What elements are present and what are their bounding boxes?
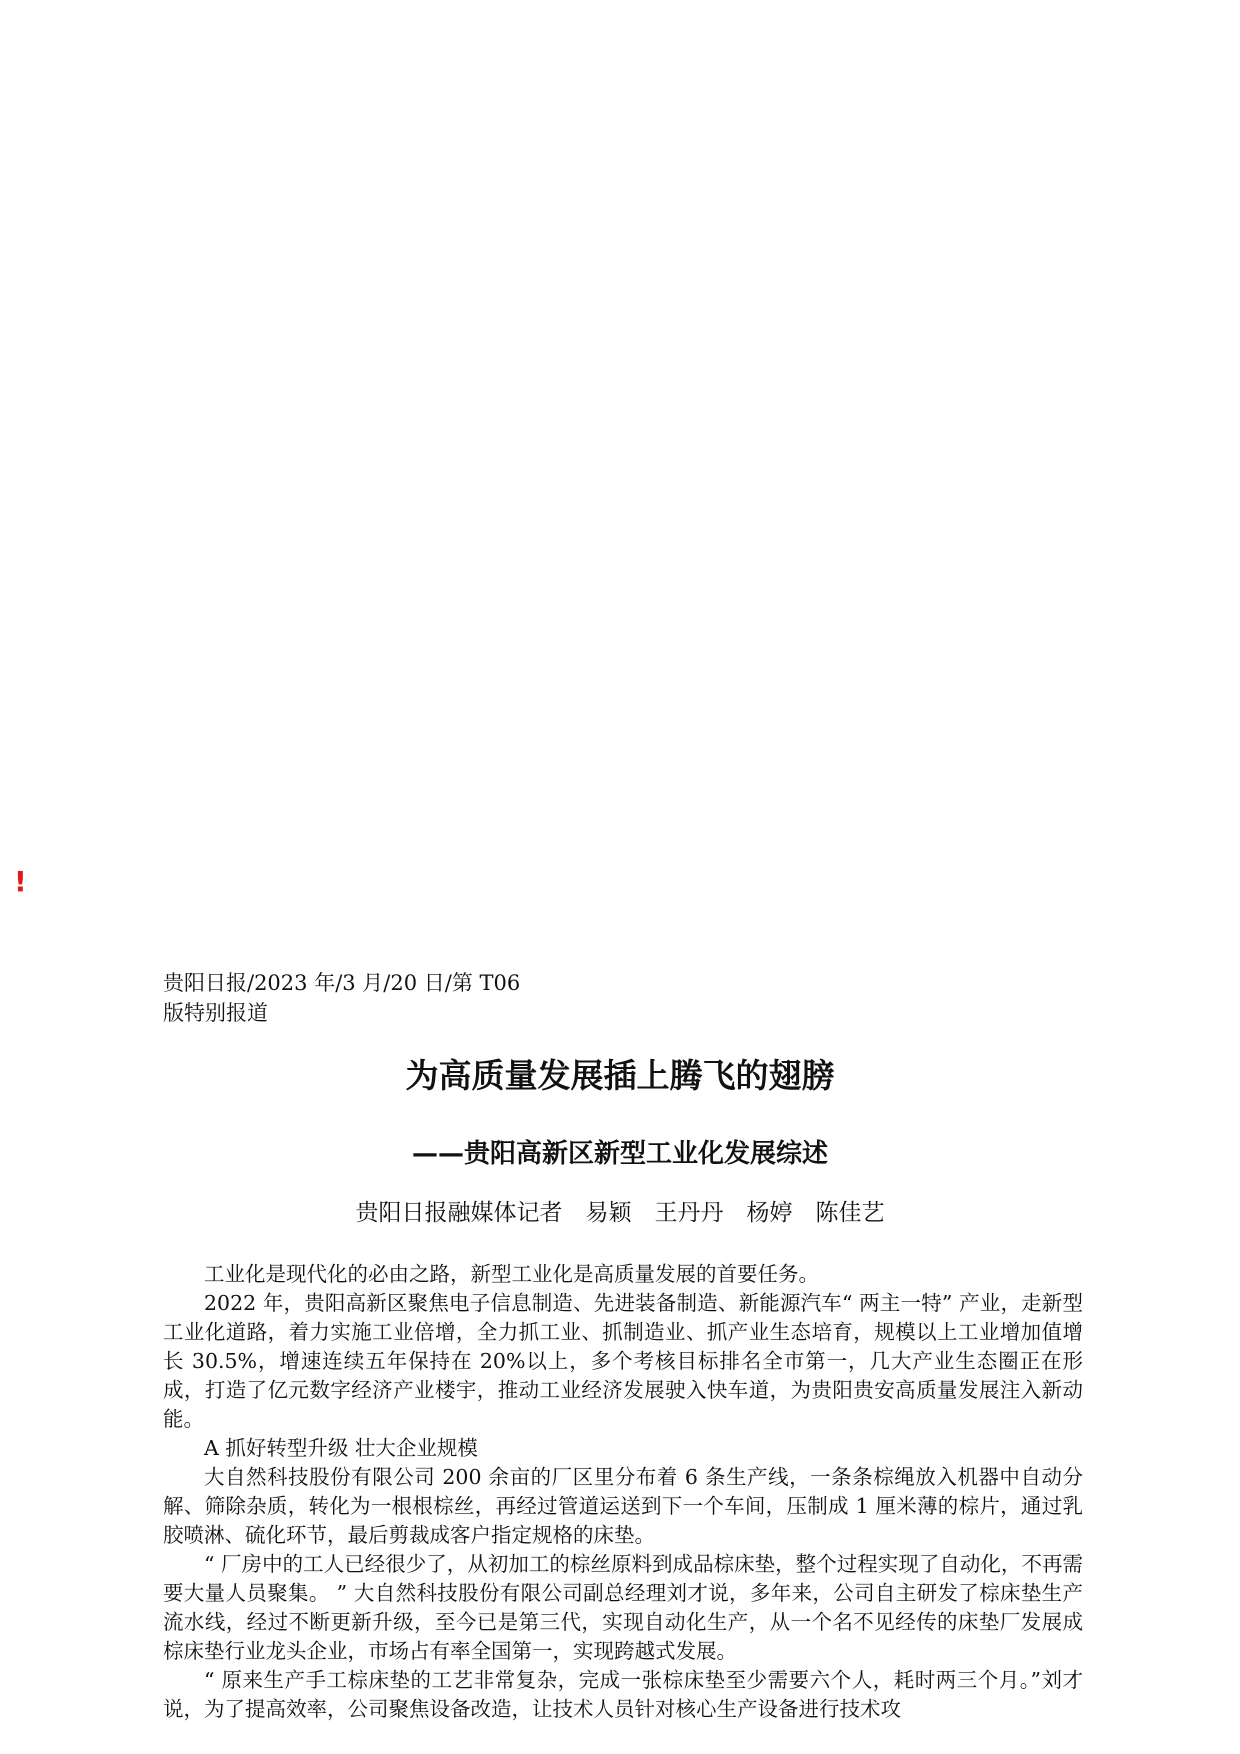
paragraph: 2022 年，贵阳高新区聚焦电子信息制造、先进装备制造、新能源汽车“ 两主一特” 产业，走新型工业化道路，着力实施工业倍增，全力抓工业、抓制造业、抓产业生态培育，规模以上工业增加值增长 30.5%，增速连续五年保持在 20%以上，多个考核目标排名全市第一，几大产业生态圈正在形成，打造了亿元数字经济产业楼宇，推动工业经济发展驶入快车道，为贵阳贵安高质量发展注入新动能。 [163,1291,1083,1431]
section-heading: A 抓好转型升级 壮大企业规模 [204,1436,478,1460]
paragraph: “ 厂房中的工人已经很少了，从初加工的棕丝原料到成品棕床垫，整个过程实现了自动化，不再需要大量人员聚集。 ” 大自然科技股份有限公司副总经理刘才说，多年来，公司自主研发了棕床垫生产流水线，经过不断更新升级，至今已是第三代，实现自动化生产，从一个名不见经传的床垫厂发展成棕床垫行业龙头企业，市场占有率全国第一，实现跨越式发展。 [163,1552,1083,1663]
article-title: 为高质量发展插上腾飞的翅膀 [405,1056,835,1095]
article-body [163,1260,1083,1724]
paragraph: 大自然科技股份有限公司 200 余亩的厂区里分布着 6 条生产线，一条条棕绳放入机器中自动分解、筛除杂质，转化为一根根棕丝，再经过管道运送到下一个车间，压制成 1 厘米薄的棕片，通过乳胶喷淋、硫化环节，最后剪裁成客户指定规格的床垫。 [163,1465,1083,1547]
paragraph: 工业化是现代化的必由之路，新型工业化是高质量发展的首要任务。 [204,1262,819,1286]
error-marker: ! [14,865,27,898]
article-subtitle: ——贵阳高新区新型工业化发展综述 [411,1139,828,1169]
source-line: 贵阳日报/2023 年/3 月/20 日/第 T06 版特别报道 [163,971,521,1025]
paragraph: “ 原来生产手工棕床垫的工艺非常复杂，完成一张棕床垫至少需要六个人，耗时两三个月。”刘才说，为了提高效率，公司聚焦设备改造，让技术人员针对核心生产设备进行技术攻 [163,1668,1083,1721]
byline: 贵阳日报融媒体记者 易颖 王丹丹 杨婷 陈佳艺 [355,1200,885,1226]
